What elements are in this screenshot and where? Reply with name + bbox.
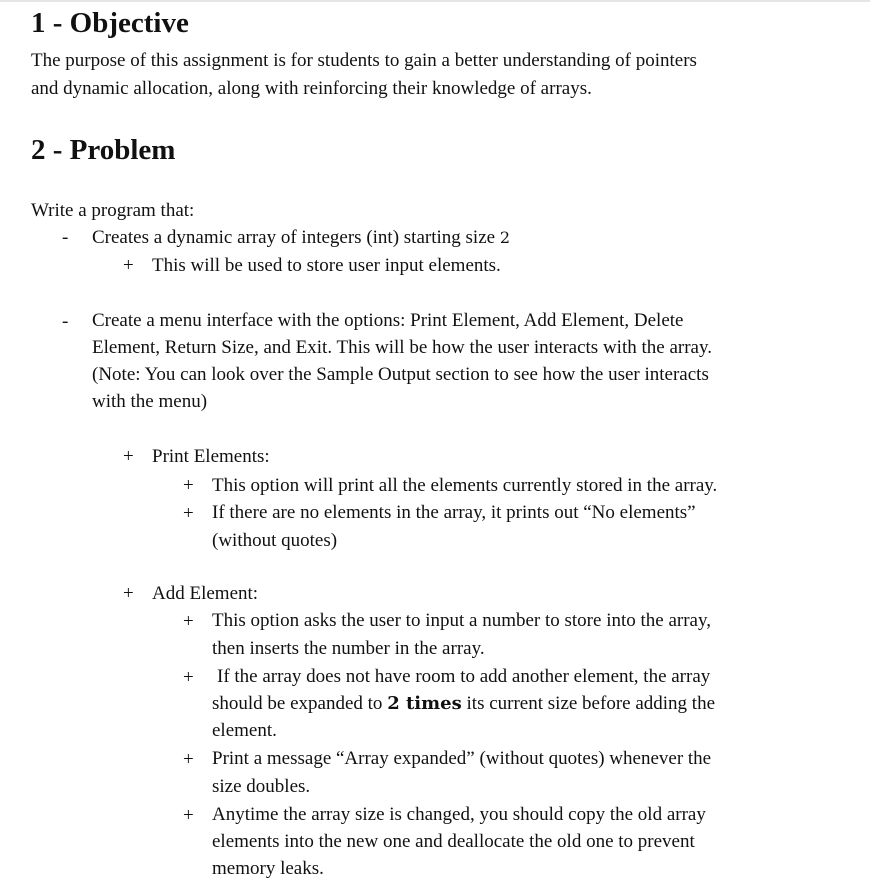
plus-bullet: + <box>183 611 194 632</box>
add-element-line: then inserts the number in the array. <box>212 638 485 659</box>
print-elements-title: Print Elements: <box>152 446 270 467</box>
expand-factor: 2 times <box>387 693 462 714</box>
objective-paragraph <box>31 47 697 103</box>
add-element-item <box>212 607 711 663</box>
menu-interface-line: with the menu) <box>92 391 208 412</box>
plus-bullet: + <box>183 805 194 826</box>
problem-heading: 2 - Problem <box>31 134 176 166</box>
add-element-title: Add Element: <box>152 583 259 604</box>
add-element-line: Anytime the array size is changed, you should copy the old array <box>212 804 706 825</box>
dash-bullet: - <box>62 311 69 332</box>
bullet-dynamic-array-text: Creates a dynamic array of integers (int) starting size <box>92 227 500 248</box>
starting-size-value: 2 <box>499 228 511 247</box>
problem-intro: Write a program that: <box>31 200 195 221</box>
menu-interface-line: Create a menu interface with the options: Print Element, Add Element, Delete <box>92 310 684 331</box>
print-elements-line: If there are no elements in the array, it prints out “No elements” <box>212 502 696 523</box>
plus-bullet: + <box>123 446 134 467</box>
plus-bullet: + <box>123 255 134 276</box>
menu-interface-line: (Note: You can look over the Sample Output section to see how the user interacts <box>92 364 709 385</box>
add-element-line: memory leaks. <box>212 858 324 879</box>
plus-bullet: + <box>183 749 194 770</box>
plus-bullet: + <box>183 475 194 496</box>
sub-bullet-user-input: This will be used to store user input elements. <box>152 255 501 276</box>
add-element-item <box>212 663 715 744</box>
add-element-item <box>212 801 706 882</box>
expand-text: should be expanded to <box>212 693 388 714</box>
print-elements-item <box>212 499 696 555</box>
print-elements-line: (without quotes) <box>212 530 338 551</box>
add-element-line: This option asks the user to input a number to store into the array, <box>212 610 712 631</box>
page-top-edge <box>0 0 870 2</box>
objective-line: The purpose of this assignment is for students to gain a better understanding of pointers <box>31 50 697 71</box>
add-element-line: Print a message “Array expanded” (without quotes) whenever the <box>212 748 712 769</box>
print-elements-item: This option will print all the elements currently stored in the array. <box>212 475 718 496</box>
menu-interface-line: Element, Return Size, and Exit. This will be how the user interacts with the array. <box>92 337 712 358</box>
add-element-line: size doubles. <box>212 776 311 797</box>
add-element-line <box>212 690 715 717</box>
bullet-dynamic-array <box>92 224 510 251</box>
objective-line: and dynamic allocation, along with reinforcing their knowledge of arrays. <box>31 78 592 99</box>
add-element-line: If the array does not have room to add another element, the array <box>217 666 711 687</box>
plus-bullet: + <box>123 583 134 604</box>
bullet-menu-interface <box>92 307 712 415</box>
plus-bullet: + <box>183 667 194 688</box>
dash-bullet: - <box>62 227 69 248</box>
add-element-line: elements into the new one and deallocate the old one to prevent <box>212 831 695 852</box>
add-element-item <box>212 745 711 801</box>
plus-bullet: + <box>183 503 194 524</box>
add-element-line: element. <box>212 720 277 741</box>
expand-text: its current size before adding the <box>461 693 715 714</box>
objective-heading: 1 - Objective <box>31 7 189 39</box>
